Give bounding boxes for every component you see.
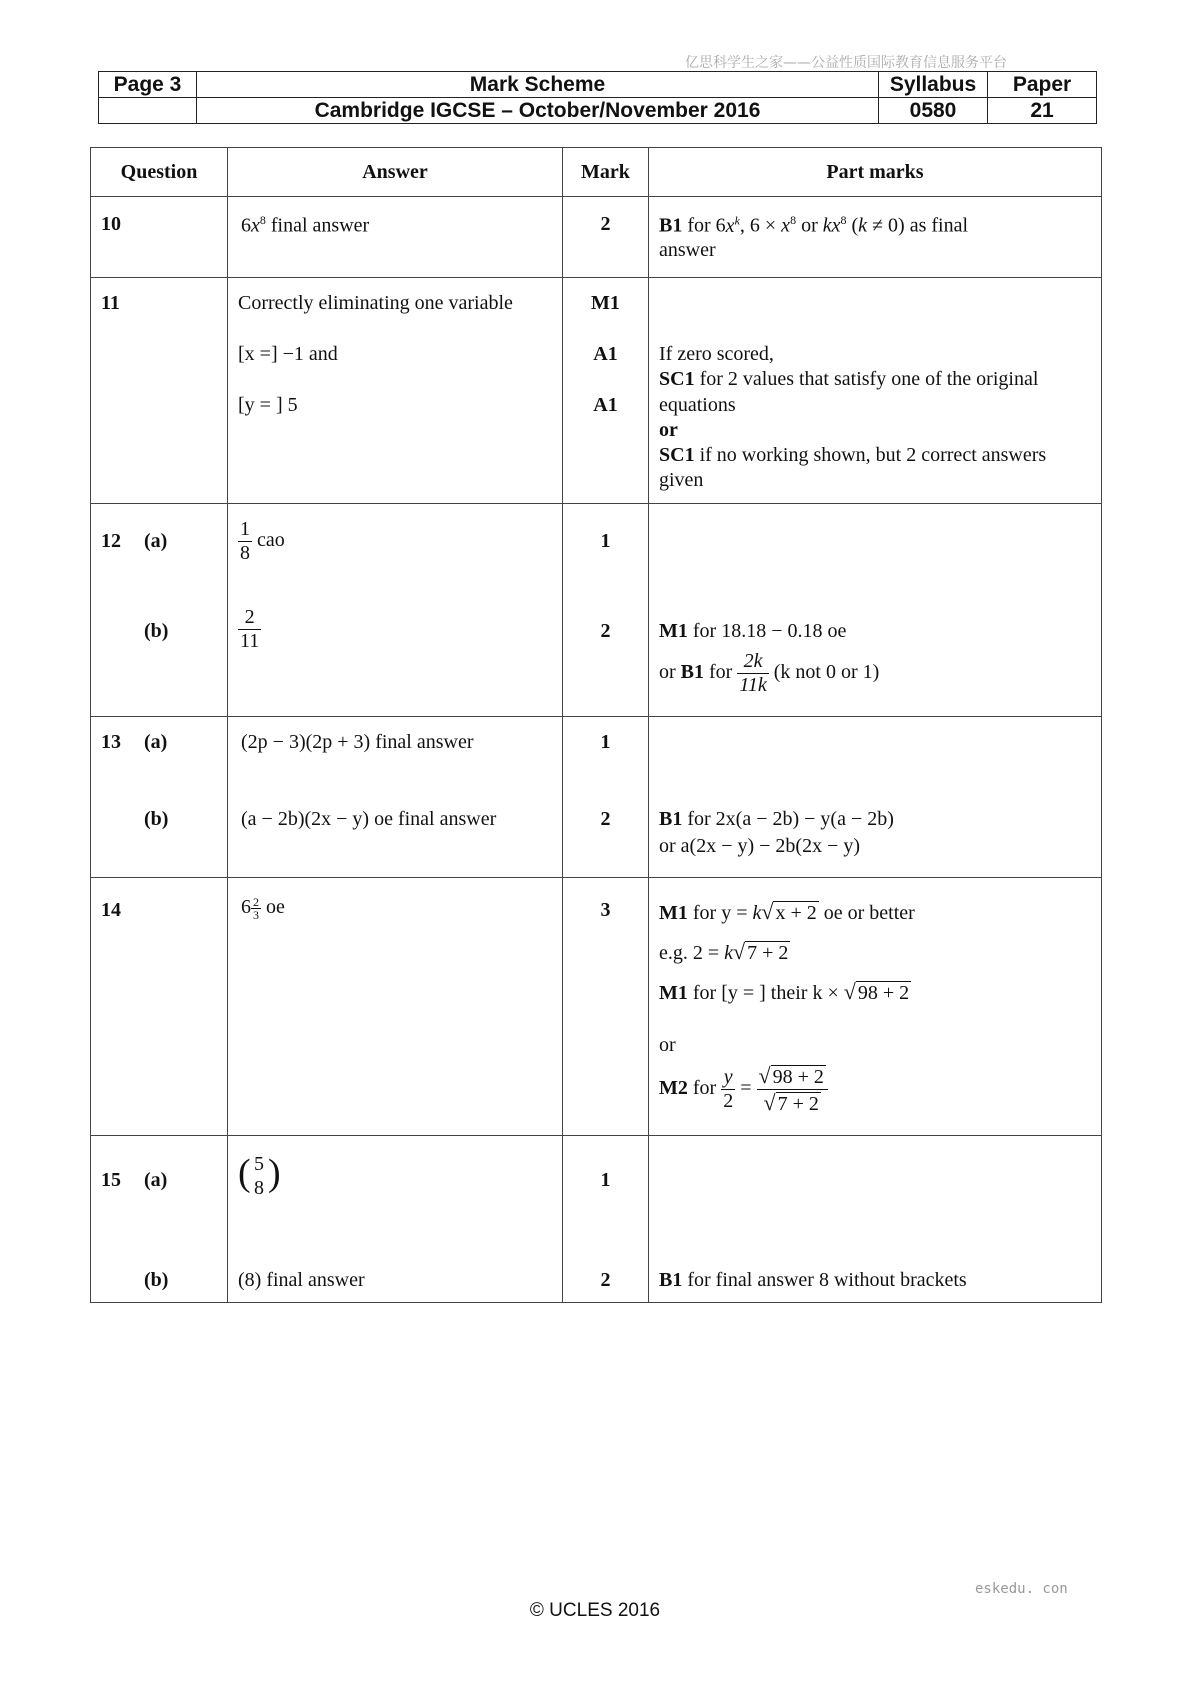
question-number: 13 bbox=[101, 731, 121, 753]
mark: 3 bbox=[600, 899, 611, 921]
paper-code: 21 bbox=[988, 98, 1097, 124]
part-marks: e.g. 2 = k√ 7 + 2 bbox=[659, 939, 789, 964]
table-row bbox=[91, 717, 1102, 878]
table-row bbox=[91, 504, 1102, 717]
mark: M1 bbox=[591, 292, 620, 314]
part-marks-cont: answer bbox=[659, 239, 716, 261]
answer: (2p − 3)(2p + 3) final answer bbox=[241, 731, 474, 753]
doc-title: Mark Scheme bbox=[197, 72, 879, 98]
part-marks: M1 for y = k√ x + 2 oe or better bbox=[659, 899, 915, 924]
part-marks: or a(2x − y) − 2b(2x − y) bbox=[659, 835, 861, 857]
part-marks: B1 for final answer 8 without brackets bbox=[659, 1269, 967, 1291]
part-marks: M1 for 18.18 − 0.18 oe bbox=[659, 620, 847, 642]
question-number: 12 bbox=[101, 530, 121, 552]
answer: [y = ] 5 bbox=[238, 394, 298, 416]
answer: $\frac{1}{8}$ cao bbox=[240, 518, 285, 564]
col-mark: Mark bbox=[563, 148, 649, 197]
mark: 1 bbox=[600, 1169, 611, 1191]
answer: $6x^8$ final answer bbox=[241, 213, 370, 237]
doc-subtitle: Cambridge IGCSE – October/November 2016 bbox=[197, 98, 879, 124]
part-label: (b) bbox=[144, 620, 169, 642]
bottom-watermark: eskedu. con bbox=[975, 1581, 1068, 1597]
part-label: (a) bbox=[144, 530, 168, 552]
part-label: (a) bbox=[144, 731, 168, 753]
part-marks: B1 for $6x^k$, $6 \times x^8$ or $kx^8$ (k ≠ 0) as final bbox=[659, 213, 969, 237]
page-number: Page 3 bbox=[99, 72, 197, 98]
mark: A1 bbox=[593, 394, 618, 416]
table-row bbox=[91, 197, 1102, 278]
part-label: (a) bbox=[144, 1169, 168, 1191]
mark: 2 bbox=[600, 620, 611, 642]
col-part-marks: Part marks bbox=[649, 148, 1102, 197]
part-marks: SC1 if no working shown, but 2 correct answers bbox=[659, 444, 1047, 466]
part-marks: or bbox=[659, 419, 678, 441]
part-marks: SC1 for 2 values that satisfy one of the original bbox=[659, 368, 1039, 390]
part-marks: If zero scored, bbox=[659, 343, 774, 365]
part-marks: B1 for 2x(a − 2b) − y(a − 2b) bbox=[659, 808, 894, 830]
answer: [x =] −1 and bbox=[238, 343, 338, 365]
mark: 2 bbox=[600, 1269, 611, 1291]
vector-right-bracket: ) bbox=[268, 1152, 281, 1194]
question-number: 15 bbox=[101, 1169, 121, 1191]
table-row bbox=[91, 278, 1102, 504]
page-header bbox=[98, 71, 1097, 124]
vector-left-bracket: ( bbox=[238, 1152, 251, 1194]
question-number: 11 bbox=[101, 292, 120, 314]
answer: 6 $\frac{2}{3}$ oe bbox=[241, 895, 285, 922]
syllabus-label: Syllabus bbox=[879, 72, 988, 98]
answer: Correctly eliminating one variable bbox=[238, 292, 513, 314]
paper-label: Paper bbox=[988, 72, 1097, 98]
part-label: (b) bbox=[144, 808, 169, 830]
syllabus-code: 0580 bbox=[879, 98, 988, 124]
answer: $\frac{2}{11}$ bbox=[240, 606, 260, 652]
mark: 1 bbox=[600, 731, 611, 753]
answer: (a − 2b)(2x − y) oe final answer bbox=[241, 808, 497, 830]
part-marks: equations bbox=[659, 394, 736, 416]
mark: A1 bbox=[593, 343, 618, 365]
table-row bbox=[91, 878, 1102, 1136]
part-marks: or B1 for $\frac{2k}{11k}$ (k not 0 or 1) bbox=[659, 650, 880, 696]
mark: 1 bbox=[600, 530, 611, 552]
copyright-footer: © UCLES 2016 bbox=[529, 1600, 661, 1621]
part-marks: M1 for [y = ] their k × √ 98 + 2 bbox=[659, 979, 910, 1004]
mark-scheme-table bbox=[90, 147, 1102, 1303]
top-watermark: 亿思科学生之家——公益性质国际教育信息服务平台 bbox=[685, 55, 1007, 71]
part-marks: M2 for $\frac{y}{2}$ = $\frac{√ 98 + 2}{√ 7 + 2}$ bbox=[659, 1063, 828, 1116]
question-number: 10 bbox=[101, 213, 121, 235]
question-number: 14 bbox=[101, 899, 121, 921]
table-row bbox=[91, 1136, 1102, 1303]
mark: 2 bbox=[600, 808, 611, 830]
col-question: Question bbox=[91, 148, 228, 197]
part-label: (b) bbox=[144, 1269, 169, 1291]
column-vector: 5 8 bbox=[254, 1153, 264, 1199]
column-headers bbox=[91, 148, 1102, 197]
part-marks: given bbox=[659, 469, 704, 491]
answer: (8) final answer bbox=[238, 1269, 365, 1291]
mark: 2 bbox=[600, 213, 611, 235]
col-answer: Answer bbox=[228, 148, 563, 197]
part-marks: or bbox=[659, 1034, 676, 1056]
